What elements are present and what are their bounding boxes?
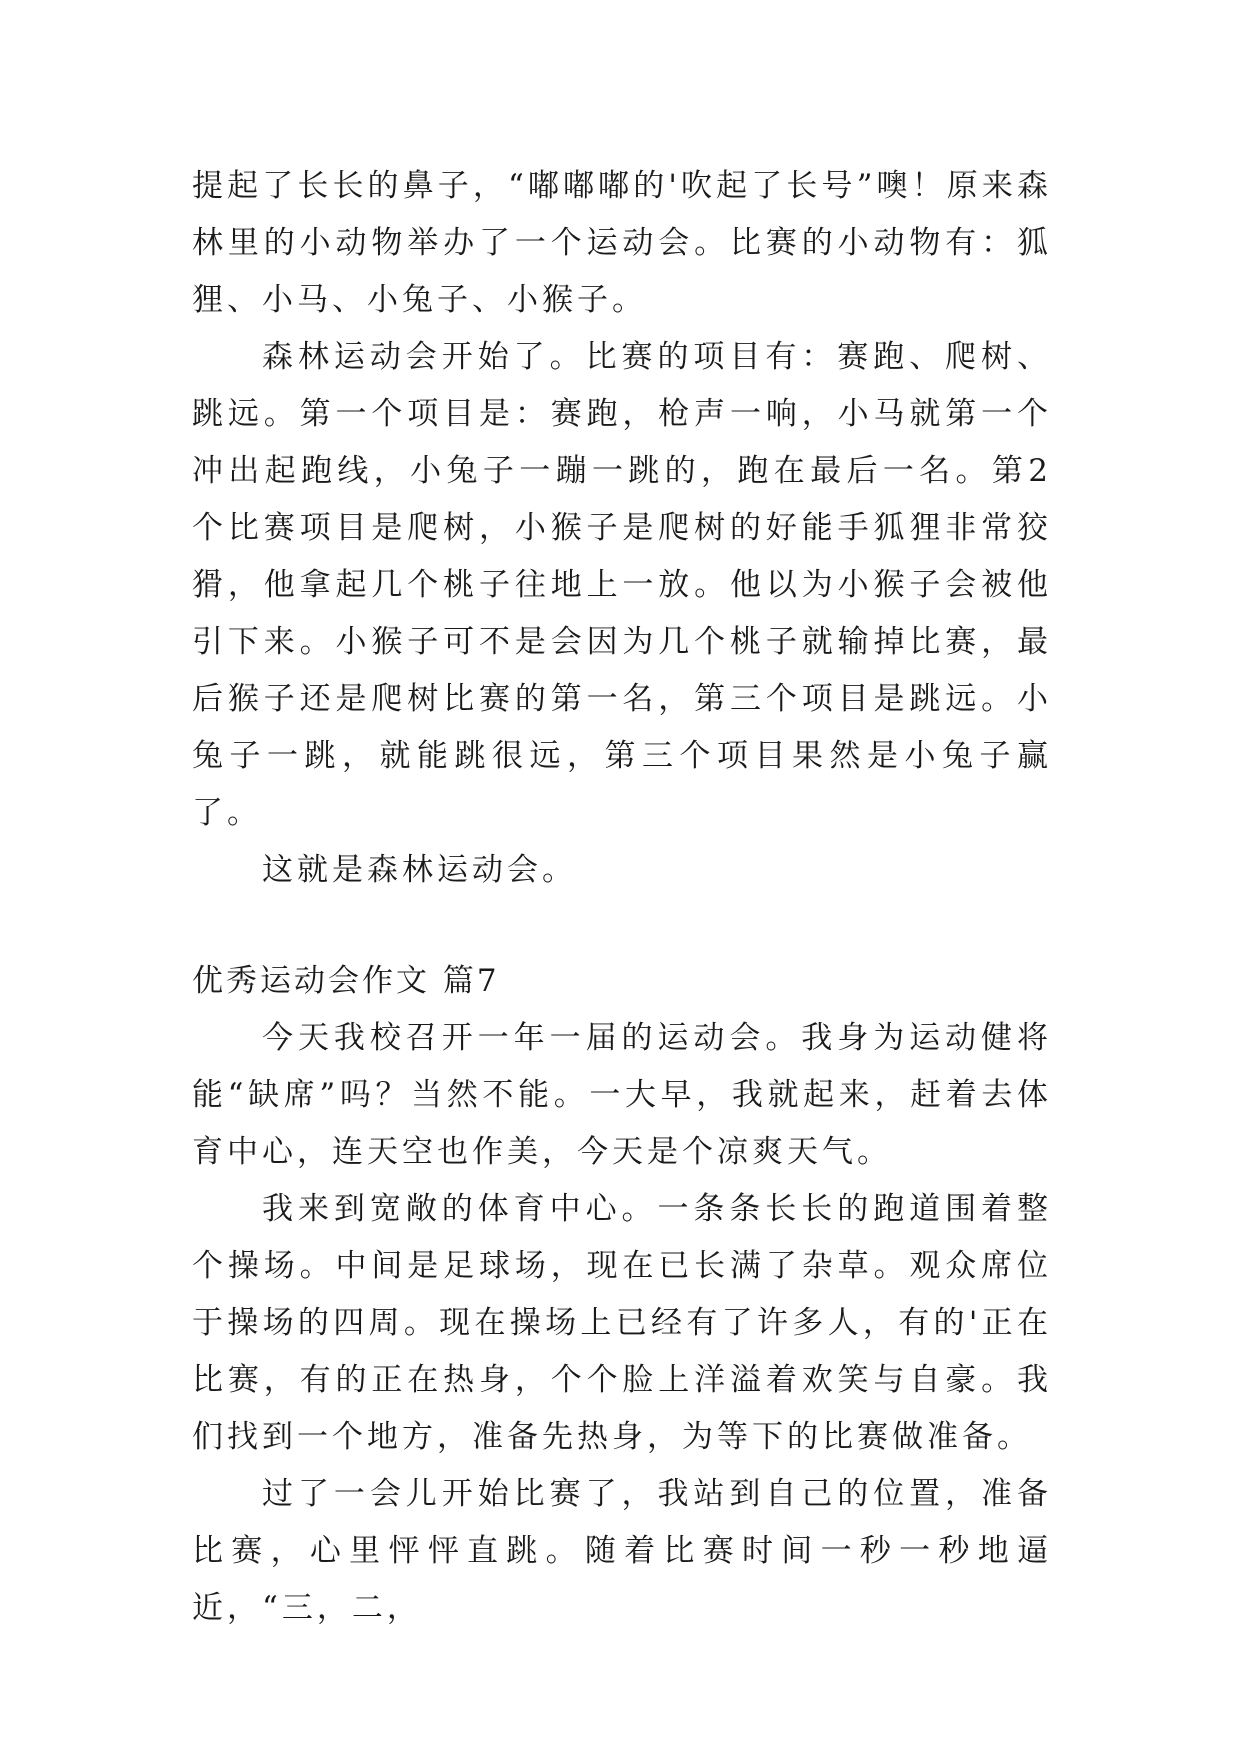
paragraph-story-closing: 这就是森林运动会。 xyxy=(262,852,577,888)
paragraph-story-opening: 提起了长长的鼻子，“嘟嘟嘟的'吹起了长号”噢！原来森林里的小动物举办了一个运动会。比赛的小动物有：狐狸、小马、小兔子、小猴子。 xyxy=(192,168,1052,318)
paragraph-sports-center: 我来到宽敞的体育中心。一条条长长的跑道围着整个操场。中间是足球场，现在已长满了杂草。观众席位于操场的四周。现在操场上已经有了许多人，有的'正在比赛，有的正在热身，个个脸上洋溢着欢笑与自豪。我们找到一个地方，准备先热身，为等下的比赛做准备。 xyxy=(192,1191,1052,1455)
paragraph-essay-intro: 今天我校召开一年一届的运动会。我身为运动健将能“缺席”吗？当然不能。一大早，我就起来，赶着去体育中心，连天空也作美，今天是个凉爽天气。 xyxy=(192,1020,1052,1170)
paragraph-race-start: 过了一会儿开始比赛了，我站到自己的位置，准备比赛，心里怦怦直跳。随着比赛时间一秒一秒地逼近，“三，二， xyxy=(192,1476,1052,1626)
essay-heading: 优秀运动会作文 篇7 xyxy=(192,963,500,999)
paragraph-race-events: 森林运动会开始了。比赛的项目有：赛跑、爬树、跳远。第一个项目是：赛跑，枪声一响，小马就第一个冲出起跑线，小兔子一蹦一跳的，跑在最后一名。第2个比赛项目是爬树，小猴子是爬树的好能手狐狸非常狡猾，他拿起几个桃子往地上一放。他以为小猴子会被他引下来。小猴子可不是会因为几个桃子就输掉比赛，最后猴子还是爬树比赛的第一名，第三个项目是跳远。小兔子一跳，就能跳很远，第三个项目果然是小兔子赢了。 xyxy=(192,339,1052,831)
document-body xyxy=(192,158,1052,1637)
